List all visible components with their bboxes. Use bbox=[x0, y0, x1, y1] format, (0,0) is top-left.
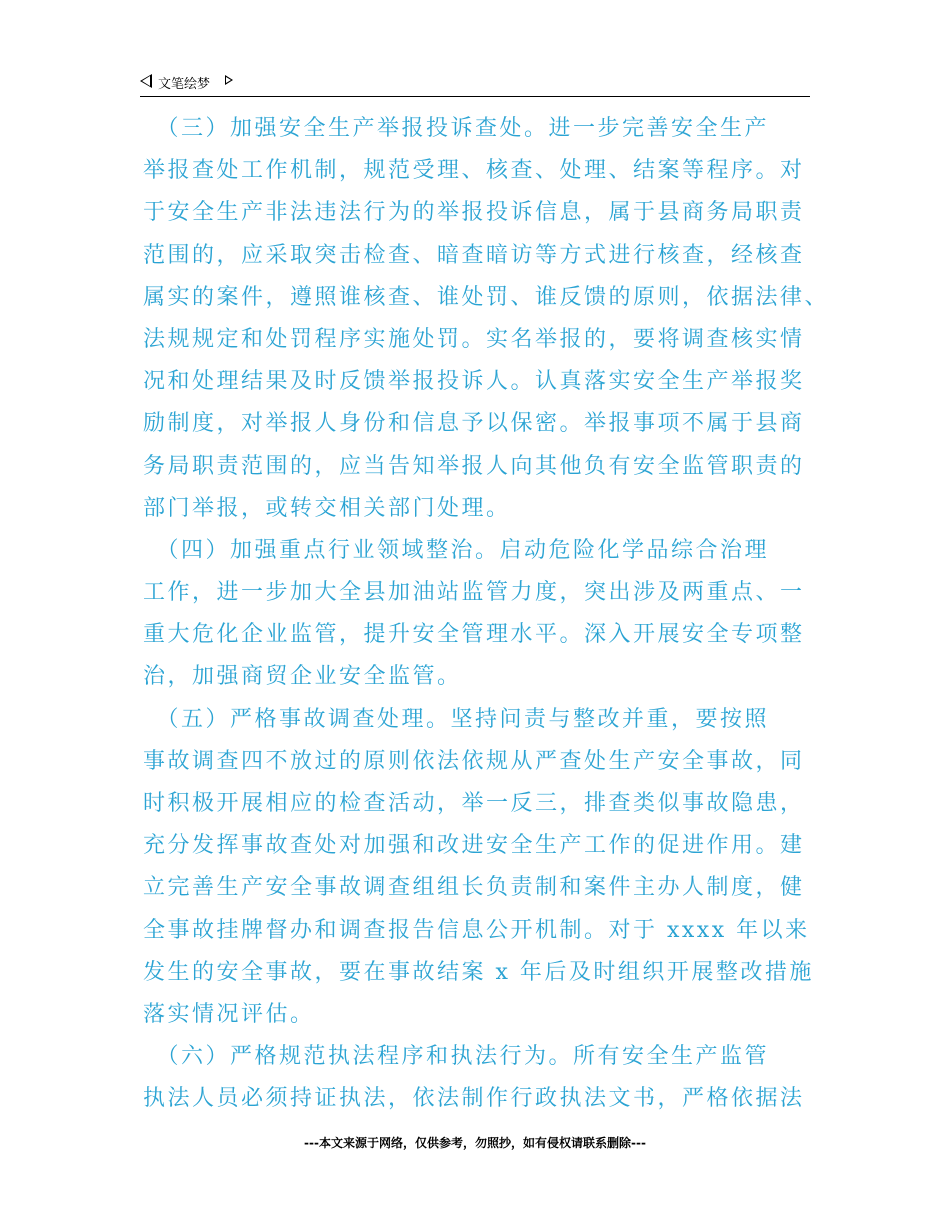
text-line: 重大危化企业监管，提升安全管理水平。深入开展安全专项整 bbox=[143, 622, 805, 648]
text-line: 举报查处工作机制，规范受理、核查、处理、结案等程序。对 bbox=[143, 158, 805, 184]
text-line: （四）加强重点行业领域整治。启动危险化学品综合治理 bbox=[143, 537, 770, 563]
text-line: 时积极开展相应的检查活动，举一反三，排查类似事故隐患， bbox=[143, 791, 805, 816]
text-line: 工作，进一步加大全县加油站监管力度，突出涉及两重点、一 bbox=[143, 580, 805, 606]
triangle-left-icon bbox=[140, 74, 152, 88]
text-line: 落实情况评估。 bbox=[143, 1001, 315, 1027]
document-body bbox=[143, 108, 830, 1121]
text-line: 范围的，应采取突击检查、暗查暗访等方式进行核查，经核查 bbox=[143, 242, 805, 268]
text-line: 务局职责范围的，应当告知举报人向其他负有安全监管职责的 bbox=[143, 453, 805, 479]
text-line: 况和处理结果及时反馈举报投诉人。认真落实安全生产举报奖 bbox=[143, 369, 805, 395]
text-line: 执法人员必须持证执法，依法制作行政执法文书，严格依据法 bbox=[143, 1086, 805, 1112]
text-line: 属实的案件，遵照谁核查、谁处罚、谁反馈的原则，依据法律、 bbox=[143, 284, 830, 310]
text-line: 于安全生产非法违法行为的举报投诉信息，属于县商务局职责 bbox=[143, 200, 805, 226]
text-line: （六）严格规范执法程序和执法行为。所有安全生产监管 bbox=[143, 1044, 770, 1070]
text-line: 励制度，对举报人身份和信息予以保密。举报事项不属于县商 bbox=[143, 411, 805, 437]
text-line: （三）加强安全生产举报投诉查处。进一步完善安全生产 bbox=[143, 116, 770, 141]
page-footer: ---本文来源于网络，仅供参考，勿照抄，如有侵权请联系删除--- bbox=[304, 1136, 646, 1150]
text-line: 充分发挥事故查处对加强和改进安全生产工作的促进作用。建 bbox=[143, 833, 805, 859]
text-line: 治，加强商贸企业安全监管。 bbox=[143, 664, 462, 690]
text-line: 法规规定和处罚程序实施处罚。实名举报的，要将调查核实情 bbox=[143, 326, 805, 352]
text-line: 全事故挂牌督办和调查报告信息公开机制。对于 xxxx 年以来 bbox=[143, 917, 810, 943]
triangle-right-icon bbox=[225, 75, 233, 85]
header-brand: 文笔绘梦 bbox=[158, 77, 211, 92]
text-line: 立完善生产安全事故调查组组长负责制和案件主办人制度，健 bbox=[143, 875, 805, 901]
page-header bbox=[140, 70, 810, 97]
text-line: 部门举报，或转交相关部门处理。 bbox=[143, 495, 511, 521]
text-line: （五）严格事故调查处理。坚持问责与整改并重，要按照 bbox=[143, 706, 770, 732]
text-line: 发生的安全事故，要在事故结案 x 年后及时组织开展整改措施 bbox=[143, 959, 814, 985]
text-line: 事故调查四不放过的原则依法依规从严查处生产安全事故，同 bbox=[143, 748, 805, 774]
